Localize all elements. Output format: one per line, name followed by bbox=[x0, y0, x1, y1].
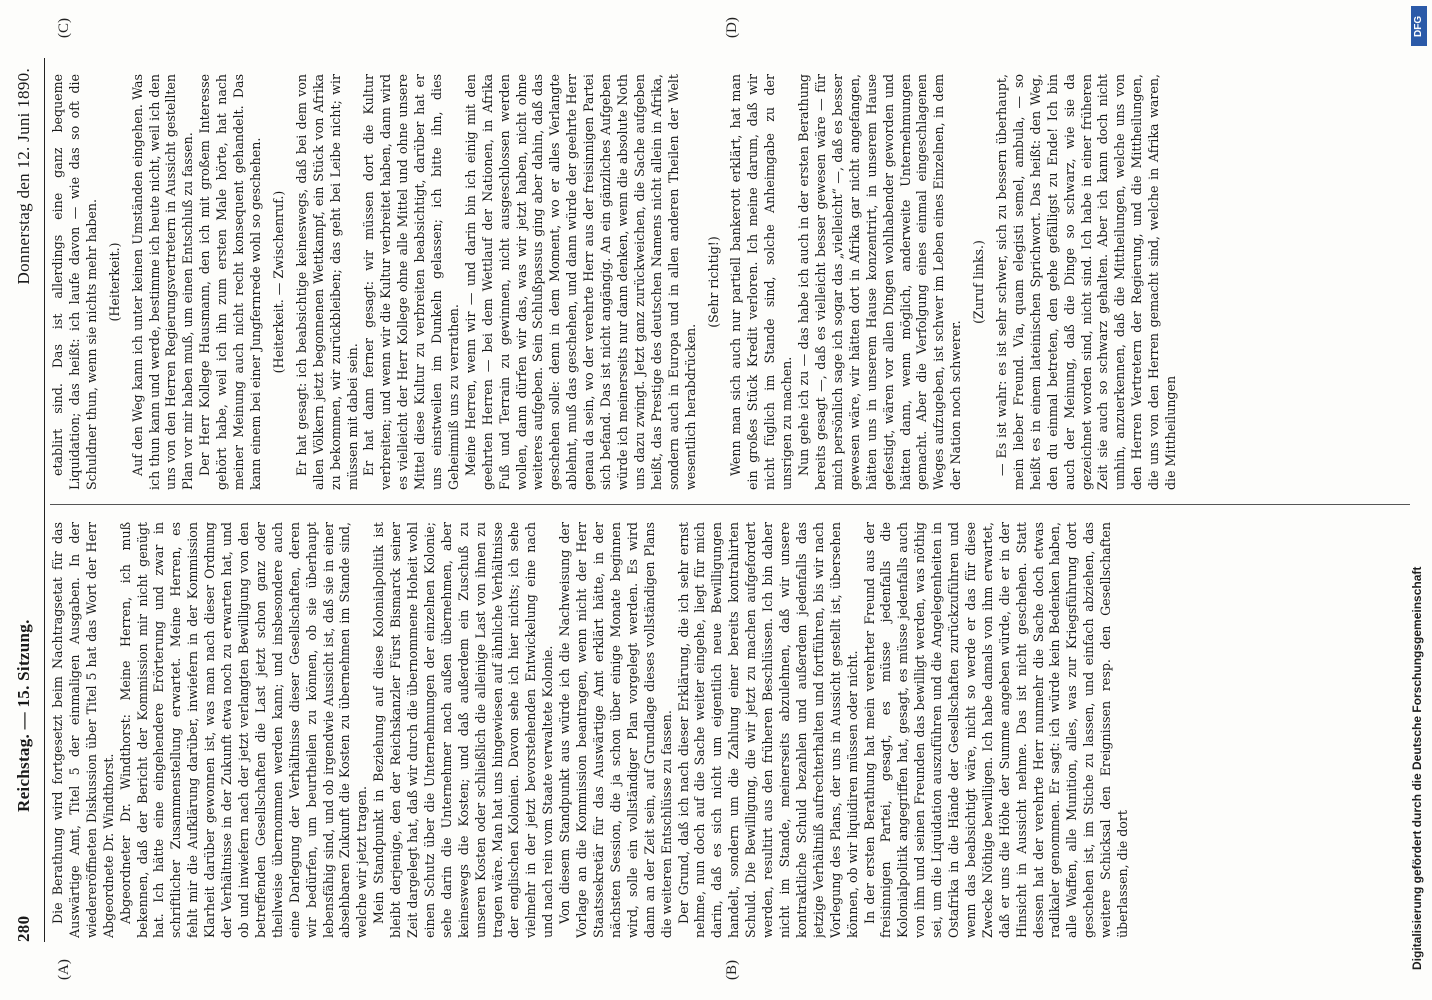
margin-marker-a: (A) bbox=[56, 959, 72, 980]
interjection: (Heiterkeit.) bbox=[106, 242, 122, 322]
paragraph: etablirt sind. Das ist allerdings eine ganz bequeme Liquidation; das heißt: ich laufe davon — wie das so oft die Schuldner thun, wenn sie nichts mehr haben. bbox=[50, 74, 99, 490]
paragraph: Wenn man sich auch nur partiell bankerott erklärt, hat man ein großes Stück Kredit verloren. Ich meine darum, daß wir nicht füglich im Stande sind, solche Anheimgabe zu der unsrigen zu machen. bbox=[728, 74, 795, 490]
left-text-column bbox=[50, 522, 1420, 938]
margin-marker-c: (C) bbox=[56, 18, 72, 38]
interjection: (Heiterkeit. — Zwischenruf.) bbox=[270, 190, 286, 374]
paragraph: Abgeordneter Dr. Windthorst: Meine Herren, ich muß bekennen, daß der Bericht der Kommission mir nicht genügt hat. Ich hätte eine eingehendere Erörterung und zwar in schriftlicher Zusammenstellung erwartet. Meine Herren, es fehlt mir die Aufklärung darüber, inwiefern in der Kommission Klarheit darüber gewonnen ist, was man nach dieser Ordnung der Verhältnisse in der Zukunft etwa noch zu erwarten hat, und ob und inwiefern nach der jetzt verlangten Bewilligung von den betreffenden Gesellschaften die Last jetzt schon ganz oder theilweise übernommen werden kann; und insbesondere auch eine Darlegung der Verhältnisse dieser Gesellschaften, deren wir bedürfen, um beurtheilen zu können, ob sie überhaupt lebensfähig sind, und ob irgendwie Aussicht ist, daß sie in einer absehbaren Zukunft die Kosten zu übernehmen im Stande sind, welche wir jetzt tragen. bbox=[117, 522, 370, 938]
right-text-column bbox=[50, 74, 1420, 490]
paragraph: Er hat gesagt: ich beabsichtige keineswegs, daß bei dem von allen Völkern jetzt begonnenen Wettkampf, ein Stück von Afrika zu bekommen, wir zurückbleiben; das geht bei Leibe nicht; wir müssen mit dabei sein. bbox=[293, 74, 360, 490]
digitization-credit bbox=[1388, 0, 1432, 1000]
paragraph: In der ersten Berathung hat mein verehrter Freund aus der freisinnigen Partei, gesagt, es müsse jedenfalls die Kolonialpolitik angegriffen hat, gesagt, es müsse jedenfalls auch von ihm und seinen Freunden das bewilligt werden, was nöthig sei, um die Liquidation auszuführen und die Angelegenheiten in Ostafrika in die Hände der Gesellschaften zurückzuführen und wenn das beabsichtigt wäre, nicht so werde er das für diese Zwecke Nöthige bewilligen. Ich habe damals von ihm erwartet, daß er uns die Höhe der Summe angeben würde, die er in der Hinsicht in Aussicht nehme. Das ist nicht geschehen. Statt dessen hat der verehrte Herr nunmehr die Sache doch etwas radikaler genommen. Er sagt: ich würde kein Bedenken haben, alle Waffen, alle Munition, alles, was zur Kriegsführung dort geschehen ist, im Stiche zu lassen, und einfach abziehen, das weitere Schicksal den Ereignissen resp. den Gesellschaften überlassen, die dort bbox=[861, 522, 1131, 938]
paragraph: Der Grund, daß ich nach dieser Erklärung, die ich sehr ernst nehme, nun doch auf die Sache weiter eingehe, liegt für mich darin, daß es sich nicht um eigentlich neue Bewilligungen handelt, sondern um die Zahlung einer bereits kontrahirten Schuld. Die Bewilligung, die wir jetzt zu machen aufgefordert werden, resultirt aus den früheren Beschlüssen. Ich bin daher nicht im Stande, meinerseits abzulehnen, daß wir unsere kontraktliche Schuld bezahlen und außerdem jedenfalls das jetzige Verhältniß aufrechterhalten und fortführen, bis wir nach Vorlegung des Plans, der uns in Aussicht gestellt ist, übersehen können, ob wir liquidiren müssen oder nicht. bbox=[675, 522, 860, 938]
paragraph: Meine Herren, wenn wir — und darin bin ich einig mit den geehrten Herren — bei dem Wettlauf der Nationen, in Afrika Fuß und Terrain zu gewinnen, nicht ausgeschlossen werden wollen, dann dürfen wir das, was wir jetzt haben, nicht ohne weiteres aufgeben. Sein Schlußpassus ging aber dahin, daß das geschehen solle: denn in dem Moment, wo er alles Verlangte ablehnt, muß das geschehen, und dann würde der geehrte Herr genau da sein, wo der verehrte Herr aus der freisinnigen Partei sich befand. Das ist nicht angängig. An ein gänzliches Aufgeben würde ich meinerseits nur dann denken, wenn die absolute Noth uns dazu zwingt. Jetzt ganz zurückweichen, die Sache aufgeben heißt, das Prestige des deutschen Namens nicht allein in Afrika, sondern auch in Europa und in allen anderen Theilen der Welt wesentlich herabdrücken. bbox=[462, 74, 698, 490]
paragraph: Er hat dann ferner gesagt: wir müssen dort die Kultur verbreiten; und wenn wir die Kultur verbreitet haben, dann wird es vielleicht der Herr Kollege ohne alle Mittel und ohne unsere Mittel diese Kultur zu verbreiten beabsichtigt, darüber hat er uns einstweilen im Dunkeln gelassen; ich bitte ihn, dies Geheimniß uns zu verrathen. bbox=[361, 74, 461, 490]
paragraph: Nun gehe ich zu — das habe ich auch in der ersten Berathung bereits gesagt —, daß es vielleicht besser gewesen wäre — für mich persönlich sage ich sogar das „vielleicht“ —, daß es besser gewesen wäre, wir hätten dort in Afrika gar nicht angefangen, hätten uns in unserem Hause konzentrirt, in unserem Hause gefestigt, wären vor allen Dingen wohlhabender geworden und hätten dann, wenn möglich, anderweite Unternehmungen gemacht. Aber die Verfolgung eines einmal eingeschlagenen Weges aufzugeben, ist schwer im Leben eines Einzelnen, in dem der Nation noch schwerer. bbox=[796, 74, 964, 490]
paragraph: — Es ist wahr: es ist sehr schwer, sich zu bessern überhaupt, mein lieber Freund. Via, quam elegisti semel, ambula, — so heißt es in einem lateinischen Sprichwort. Das heißt: den Weg, den du einmal betreten, den gehe gefälligst zu Ende! Ich bin auch der Meinung, daß die Dinge so schwarz, wie sie da gezeichnet worden sind, nicht sind. Ich habe in einer früheren Zeit sie auch so schwarz gehalten. Aber ich kann doch nicht umhin, anzuerkennen, daß die Mittheilungen, welche uns von den Herren Vertretern der Regierung, und die Mittheilungen, die uns von den Herren gemacht sind, welche in Afrika waren, die Mittheilungen bbox=[994, 74, 1179, 490]
margin-marker-d: (D) bbox=[724, 17, 740, 38]
page-header bbox=[8, 58, 45, 942]
credit-text: Digitalisierung gefördert durch die Deutsche Forschungsgemeinschaft bbox=[1410, 566, 1424, 970]
paragraph: Mein Standpunkt in Beziehung auf diese Kolonialpolitik ist bleibt derjenige, den der Reichskanzler Fürst Bismarck seiner Zeit dargelegt hat, daß wir durch die übernommene Hoheit wohl einen Schutz über die Unternehmungen der einzelnen Kolonie; sehe darin die Unternehmer nach außen übernehmen, aber keineswegs die Kosten; und daß außerdem ein Zuschuß zu unseren Kosten oder schließlich die alleinige Last von ihnen zu tragen wäre. Man hat uns hingewiesen auf ähnliche Verhältnisse der englischen Kolonien. Davon sehe ich hier nichts; ich sehe vielmehr in der jetzt bevorstehenden Entwickelung eine nach und nach rein vom Staate verwaltete Kolonie. bbox=[371, 522, 556, 938]
dfg-logo: DFG bbox=[1411, 6, 1427, 46]
page-number: 280 bbox=[14, 915, 33, 942]
paragraph: Von diesem Standpunkt aus würde ich die Nachweisung der Vorlage an die Kommission beantragen, wenn nicht der Herr Staatssekretär für das Auswärtige Amt erklärt hätte, in der nächsten Session, die ja schon über einige Monate beginnen wird, solle ein vollständiger Plan vorgelegt werden. Es wird dann an der Zeit sein, auf Grundlage dieses vollständigen Plans die weiteren Entschlüsse zu fassen. bbox=[557, 522, 674, 938]
session-date: Donnerstag den 12. Juni 1890. bbox=[14, 68, 33, 285]
interjection: (Zuruf links.) bbox=[971, 240, 987, 324]
paragraph: Auf den Weg kann ich unter keinen Umständen eingehen. Was ich thun kann und werde, bestimme ich heute nicht, weil ich den uns von den Herren Regierungsvertretern in Aussicht gestellten Plan vor mir haben muß, um einen Entschluß zu fassen. bbox=[129, 74, 196, 490]
paragraph: Die Berathung wird fortgesetzt beim Nachtragsetat für das Auswärtige Amt, Titel 5 der einmaligen Ausgaben. In der wiedereröffneten Diskussion über Titel 5 hat das Wort der Herr Abgeordnete Dr. Windthorst. bbox=[50, 522, 116, 938]
paragraph: Der Herr Kollege Hausmann, den ich mit großem Interesse gehört habe, weil ich ihn zum ersten Male hörte, hat nach meiner Meinung auch nicht recht konsequent gehandelt. Das kann einem bei einer Jungfernrede wohl so geschehen. bbox=[197, 74, 263, 490]
interjection: (Sehr richtig!) bbox=[705, 236, 721, 328]
column-divider bbox=[50, 504, 1410, 505]
session-title: Reichstag. — 15. Sitzung. bbox=[14, 619, 33, 812]
margin-marker-b: (B) bbox=[724, 960, 740, 980]
